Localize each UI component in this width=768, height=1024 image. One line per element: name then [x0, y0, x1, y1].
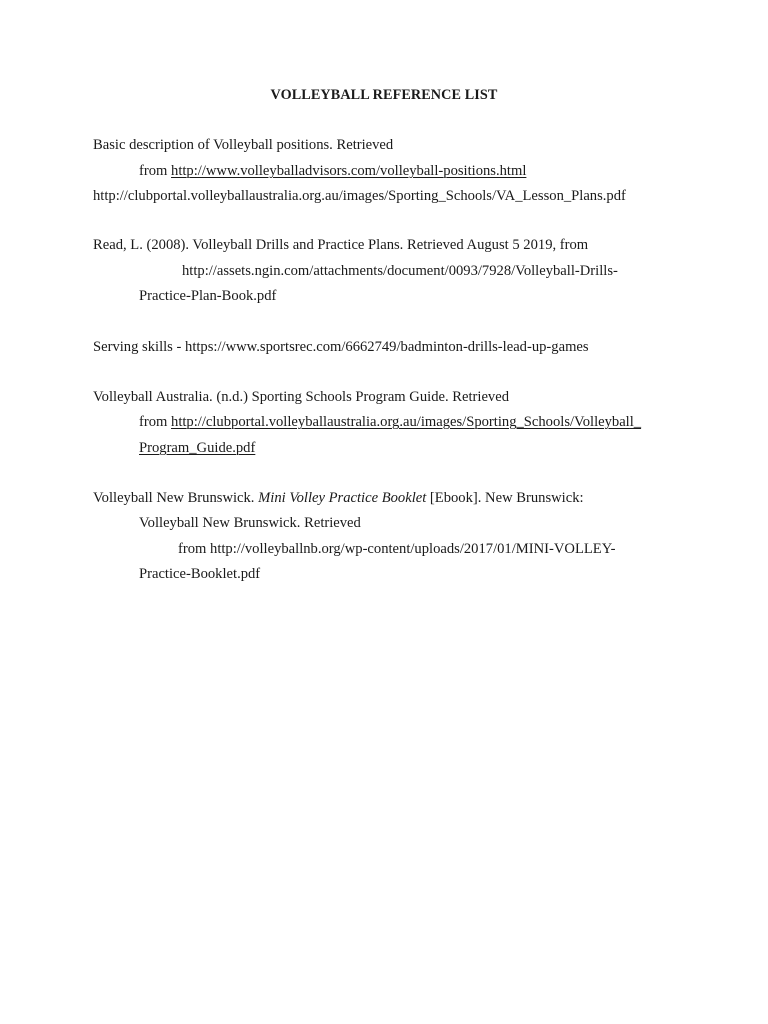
reference-5-line-3: from http://volleyballnb.org/wp-content/uploads/2017/01/MINI-VOLLEY-	[178, 541, 616, 557]
reference-2-line-3: Practice-Plan-Book.pdf	[139, 288, 277, 304]
reference-4-link[interactable]: http://clubportal.volleyballaustralia.org.au/images/Sporting_Schools/Volleyball_	[171, 414, 642, 430]
reference-1-line-3: http://clubportal.volleyballaustralia.org.au/images/Sporting_Schools/VA_Lesson_Plans.pdf	[93, 188, 626, 204]
reference-4-from-text: from	[139, 414, 172, 430]
reference-5-author: Volleyball New Brunswick.	[93, 490, 259, 506]
reference-2-line-2: http://assets.ngin.com/attachments/document/0093/7928/Volleyball-Drills-	[182, 263, 618, 279]
reference-5-line-1	[93, 489, 584, 507]
reference-5-publisher: [Ebook]. New Brunswick:	[426, 490, 584, 506]
reference-2-line-1: Read, L. (2008). Volleyball Drills and Practice Plans. Retrieved August 5 2019, from	[93, 237, 589, 253]
reference-4-line-3	[139, 439, 255, 457]
reference-1-from-text: from	[139, 163, 172, 179]
reference-4-line-1: Volleyball Australia. (n.d.) Sporting Schools Program Guide. Retrieved	[93, 389, 509, 405]
reference-4-line-2	[139, 413, 641, 431]
reference-5-line-2: Volleyball New Brunswick. Retrieved	[139, 515, 361, 531]
reference-5-booklet-title: Mini Volley Practice Booklet	[258, 490, 427, 506]
reference-3-line-1: Serving skills - https://www.sportsrec.com/6662749/badminton-drills-lead-up-games	[93, 339, 589, 355]
reference-1-line-2	[139, 162, 526, 180]
reference-1-line-1: Basic description of Volleyball positions. Retrieved	[93, 137, 394, 153]
reference-5-line-4: Practice-Booklet.pdf	[139, 566, 261, 582]
document-title: VOLLEYBALL REFERENCE LIST	[270, 87, 498, 103]
reference-1-link[interactable]: http://www.volleyballadvisors.com/volleyball-positions.html	[171, 163, 527, 179]
reference-4-link-continued[interactable]: Program_Guide.pdf	[139, 440, 256, 456]
